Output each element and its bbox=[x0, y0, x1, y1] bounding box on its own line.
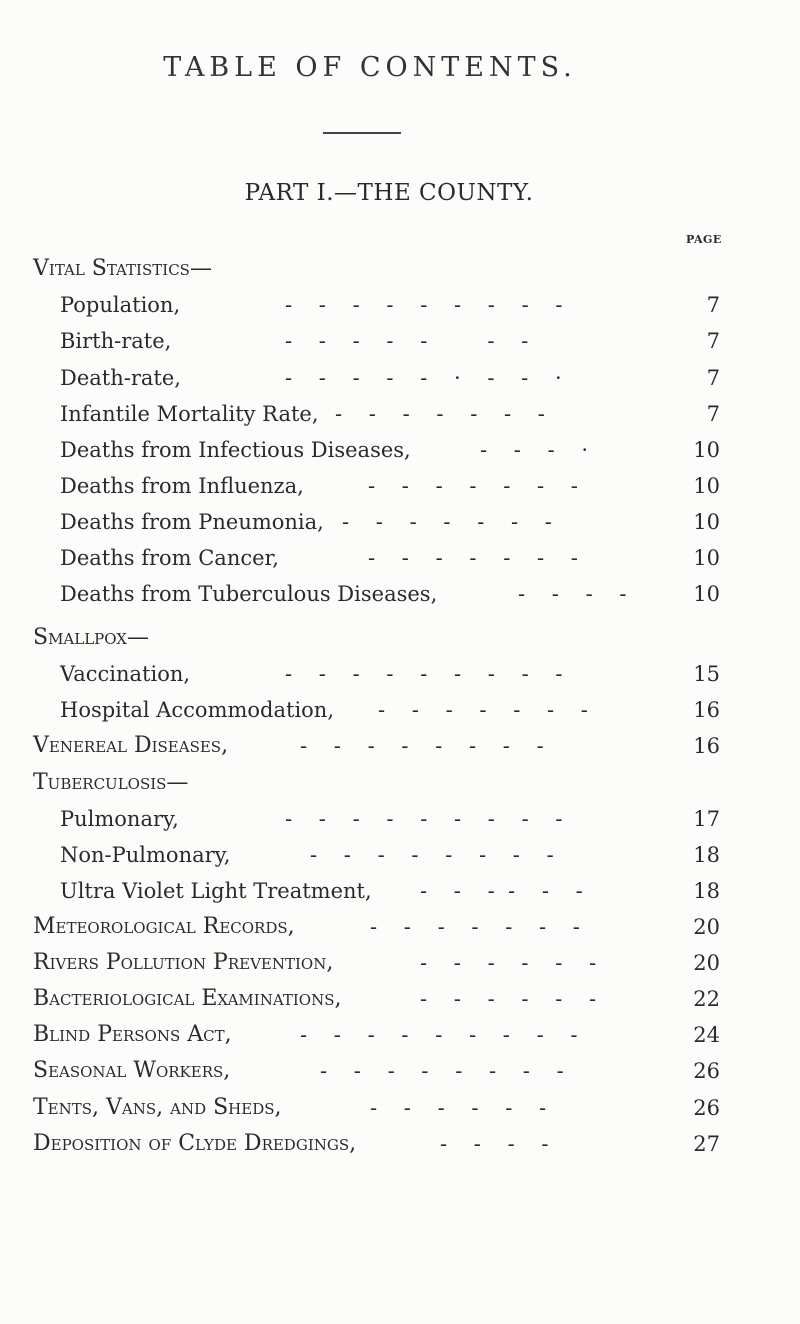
toc-entry-label: Deaths from Influenza, bbox=[60, 474, 304, 498]
toc-entry-page: 10 bbox=[693, 582, 720, 606]
leader-dots: - - - - - - bbox=[420, 951, 597, 975]
leader-dots: - - - - - - - - - bbox=[285, 293, 563, 317]
toc-section-label: Seasonal Workers, bbox=[33, 1058, 231, 1083]
toc-section-meteorological-records bbox=[0, 912, 800, 942]
leader-dots: - - - - - - - bbox=[368, 546, 578, 570]
toc-section-label: Bacteriological Examinations, bbox=[33, 986, 342, 1011]
toc-entry bbox=[0, 659, 800, 689]
toc-section-vital-statistics bbox=[0, 254, 800, 284]
toc-section-label: Tuberculosis— bbox=[33, 770, 189, 795]
leader-dots: - - - - - - - bbox=[368, 474, 578, 498]
toc-entry-label: Infantile Mortality Rate, bbox=[60, 402, 319, 426]
toc-entry-page: 10 bbox=[693, 474, 720, 498]
toc-entry-page: 10 bbox=[693, 438, 720, 462]
toc-entry-label: Vaccination, bbox=[60, 662, 191, 686]
toc-section-label: Venereal Diseases, bbox=[33, 733, 229, 758]
leader-dots: - - - - - - - bbox=[285, 329, 529, 353]
page-column-label: PAGE bbox=[686, 233, 722, 246]
leader-dots: - - - - - - - - - bbox=[285, 807, 563, 831]
toc-entry-page: 18 bbox=[693, 843, 720, 867]
toc-entry bbox=[0, 876, 800, 906]
toc-entry bbox=[0, 435, 800, 465]
leader-dots: - - - - - - - bbox=[370, 915, 580, 939]
toc-entry bbox=[0, 695, 800, 725]
toc-entry-page: 22 bbox=[693, 987, 720, 1011]
toc-section-label: Smallpox— bbox=[33, 625, 149, 650]
toc-section-tuberculosis bbox=[0, 768, 800, 798]
leader-dots: - - - - - - bbox=[420, 879, 583, 903]
toc-entry bbox=[0, 290, 800, 320]
toc-section-label: Vital Statistics— bbox=[33, 256, 212, 281]
toc-entry-page: 16 bbox=[693, 698, 720, 722]
toc-entry-page: 16 bbox=[693, 734, 720, 758]
toc-entry-page: 7 bbox=[706, 402, 720, 426]
toc-entry-page: 10 bbox=[693, 546, 720, 570]
toc-section-tents-vans bbox=[0, 1093, 800, 1123]
leader-dots: - - - - - - bbox=[420, 987, 597, 1011]
toc-entry bbox=[0, 804, 800, 834]
leader-dots: - - - - - - - - - bbox=[300, 1023, 578, 1047]
toc-entry-page: 7 bbox=[706, 366, 720, 390]
leader-dots: - - - - - - - bbox=[378, 698, 588, 722]
toc-section-smallpox bbox=[0, 623, 800, 653]
toc-entry-label: Deaths from Infectious Diseases, bbox=[60, 438, 411, 462]
toc-entry-label: Deaths from Tuberculous Diseases, bbox=[60, 582, 438, 606]
toc-entry bbox=[0, 579, 800, 609]
toc-entry-page: 10 bbox=[693, 510, 720, 534]
toc-entry bbox=[0, 840, 800, 870]
toc-entry-label: Death-rate, bbox=[60, 366, 181, 390]
toc-section-label: Blind Persons Act, bbox=[33, 1022, 232, 1047]
leader-dots: - - - - - - - bbox=[342, 510, 552, 534]
toc-entry-label: Birth-rate, bbox=[60, 329, 172, 353]
toc-section-clyde-dredgings bbox=[0, 1129, 800, 1159]
toc-section-label: Meteorological Records, bbox=[33, 914, 295, 939]
toc-entry-label: Deaths from Pneumonia, bbox=[60, 510, 324, 534]
toc-section-label: Rivers Pollution Prevention, bbox=[33, 950, 334, 975]
toc-section-seasonal-workers bbox=[0, 1056, 800, 1086]
toc-section-blind-persons bbox=[0, 1020, 800, 1050]
toc-entry-page: 27 bbox=[693, 1132, 720, 1156]
leader-dots: - - - - - - - - bbox=[320, 1059, 564, 1083]
toc-entry-label: Population, bbox=[60, 293, 181, 317]
leader-dots: - - - - - - - - - bbox=[285, 662, 563, 686]
toc-entry bbox=[0, 363, 800, 393]
leader-dots: - - - - bbox=[440, 1132, 549, 1156]
leader-dots: - - - - bbox=[518, 582, 627, 606]
toc-section-rivers-pollution bbox=[0, 948, 800, 978]
toc-entry-label: Non-Pulmonary, bbox=[60, 843, 231, 867]
toc-entry bbox=[0, 471, 800, 501]
part-heading: PART I.—THE COUNTY. bbox=[244, 180, 534, 206]
toc-entry-page: 26 bbox=[693, 1096, 720, 1120]
toc-entry bbox=[0, 543, 800, 573]
toc-entry-page: 15 bbox=[693, 662, 720, 686]
toc-entry-label: Hospital Accommodation, bbox=[60, 698, 335, 722]
title-rule bbox=[323, 132, 401, 134]
toc-entry bbox=[0, 507, 800, 537]
leader-dots: - - - - - - - - bbox=[300, 734, 544, 758]
leader-dots: - - - - - - bbox=[370, 1096, 547, 1120]
leader-dots: - - - - - - - bbox=[335, 402, 545, 426]
toc-entry-label: Ultra Violet Light Treatment, bbox=[60, 879, 372, 903]
toc-entry-page: 26 bbox=[693, 1059, 720, 1083]
toc-entry-page: 7 bbox=[706, 293, 720, 317]
toc-section-venereal-diseases bbox=[0, 731, 800, 761]
toc-entry-page: 7 bbox=[706, 329, 720, 353]
toc-entry-page: 17 bbox=[693, 807, 720, 831]
toc-entry-page: 18 bbox=[693, 879, 720, 903]
leader-dots: - - - - - · - - · bbox=[285, 366, 562, 390]
toc-entry-page: 20 bbox=[693, 915, 720, 939]
leader-dots: - - - · bbox=[480, 438, 589, 462]
toc-entry bbox=[0, 399, 800, 429]
leader-dots: - - - - - - - - bbox=[310, 843, 554, 867]
toc-section-bacteriological bbox=[0, 984, 800, 1014]
toc-entry-page: 24 bbox=[693, 1023, 720, 1047]
toc-entry-page: 20 bbox=[693, 951, 720, 975]
toc-entry bbox=[0, 326, 800, 356]
toc-entry-label: Pulmonary, bbox=[60, 807, 179, 831]
toc-section-label: Tents, Vans, and Sheds, bbox=[33, 1095, 282, 1120]
toc-section-label: Deposition of Clyde Dredgings, bbox=[33, 1131, 357, 1156]
document-title: TABLE OF CONTENTS. bbox=[163, 52, 577, 83]
toc-entry-label: Deaths from Cancer, bbox=[60, 546, 279, 570]
